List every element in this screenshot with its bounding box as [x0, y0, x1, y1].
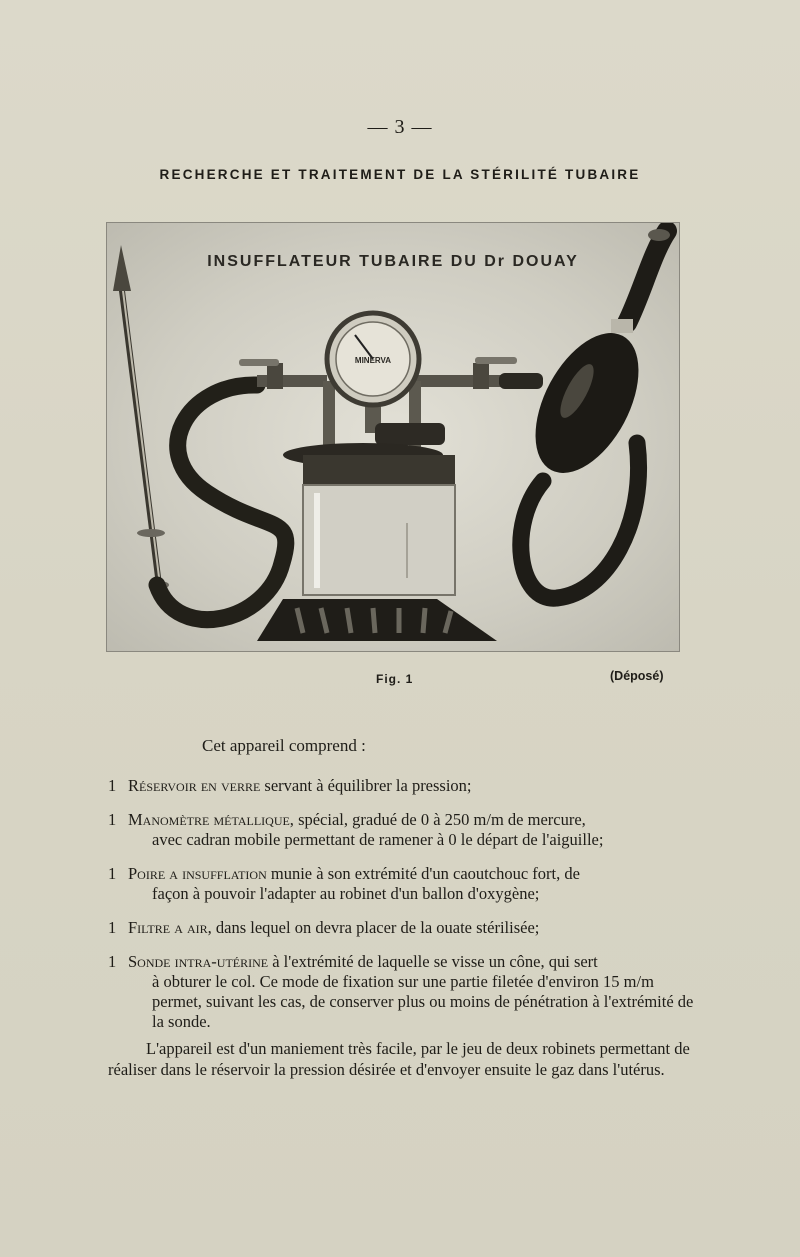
item-continuation: avec cadran mobile permettant de ramener à 0 le départ de l'aiguille;	[152, 830, 604, 849]
figure-note: (Déposé)	[610, 669, 664, 683]
item-continuation: à obturer le col. Ce mode de fixation sur une partie filetée d'environ 15 m/m permet, suivant les cas, de conserver plus ou moins de pénétration à l'extrémité de la sonde.	[152, 972, 694, 1031]
list-item	[108, 952, 698, 1032]
item-text: dans lequel on devra placer de la ouate stérilisée;	[215, 918, 540, 937]
photo-caption: INSUFFLATEUR TUBAIRE DU Dr DOUAY	[207, 253, 579, 270]
insufflator-illustration	[107, 223, 679, 651]
gauge-brand: MINERVA	[354, 356, 392, 365]
item-count: 1	[108, 810, 117, 829]
left-tap	[239, 359, 335, 459]
item-text: servant à équilibrer la pression;	[264, 776, 472, 795]
item-text: spécial, gradué de 0 à 250 m/m de mercure,	[298, 810, 586, 829]
list-item	[108, 864, 698, 904]
figure-label: Fig. 1	[376, 672, 414, 686]
running-header: RECHERCHE ET TRAITEMENT DE LA STÉRILITÉ TUBAIRE	[159, 167, 641, 182]
closing-paragraph: L'appareil est d'un maniement très facile, par le jeu de deux robinets permettant de réaliser dans le réservoir la pression désirée et d'envoyer ensuite le gaz dans l'utérus.	[108, 1039, 690, 1079]
item-count: 1	[108, 918, 117, 937]
figure-photograph	[106, 222, 680, 652]
item-term: Sonde intra-utérine	[128, 952, 269, 971]
item-continuation: façon à pouvoir l'adapter au robinet d'un ballon d'oxygène;	[152, 884, 540, 903]
list-item	[108, 776, 698, 796]
list-item	[108, 810, 698, 850]
component-list	[108, 776, 698, 1046]
item-count: 1	[108, 864, 117, 883]
item-term: Filtre a air,	[128, 918, 212, 937]
manometer-gauge	[327, 313, 419, 433]
list-item	[108, 918, 698, 938]
item-term: Poire a insufflation	[128, 864, 267, 883]
intra-uterine-probe	[113, 245, 169, 589]
left-rubber-tube	[157, 385, 286, 620]
item-count: 1	[108, 952, 117, 971]
insufflation-bulb	[514, 229, 670, 598]
glass-reservoir	[257, 423, 497, 641]
page-number: — 3 —	[367, 116, 433, 138]
item-count: 1	[108, 776, 117, 795]
item-text: à l'extrémité de laquelle se visse un cône, qui sert	[272, 952, 598, 971]
intro-text: Cet appareil comprend :	[202, 736, 366, 755]
item-term: Réservoir en verre	[128, 776, 261, 795]
item-text: munie à son extrémité d'un caoutchouc fort, de	[270, 864, 580, 883]
item-term: Manomètre métallique,	[128, 810, 294, 829]
